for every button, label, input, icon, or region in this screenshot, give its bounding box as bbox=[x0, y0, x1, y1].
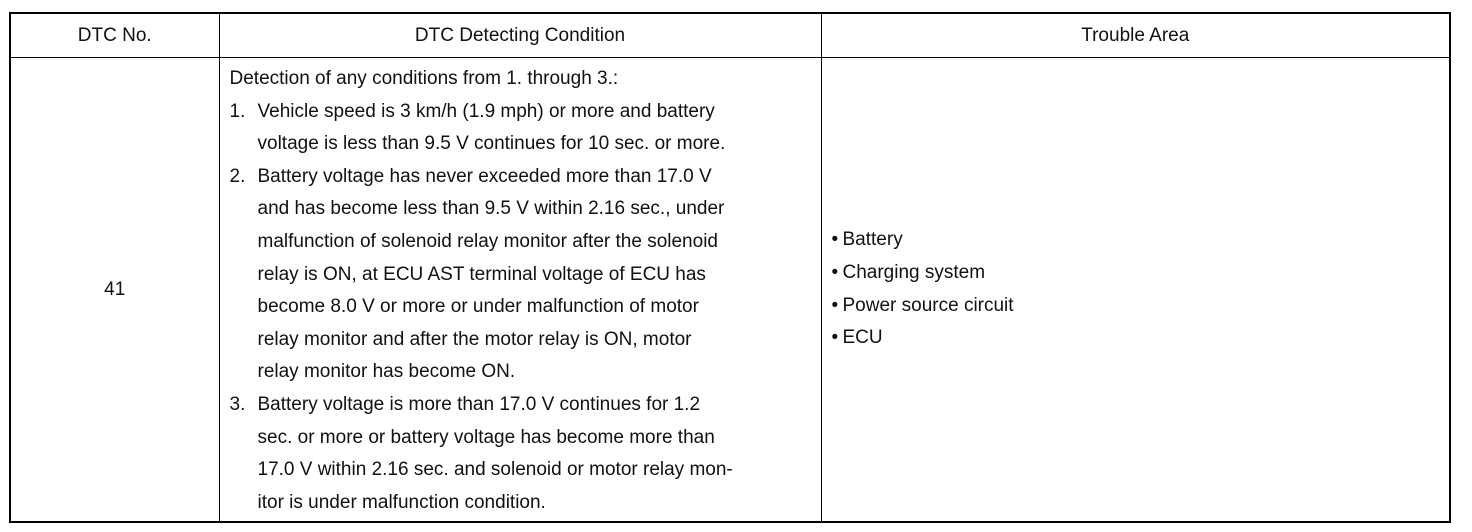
trouble-area-label: Charging system bbox=[842, 262, 986, 284]
detecting-condition-cell bbox=[219, 58, 821, 523]
bullet-icon: • bbox=[831, 229, 839, 251]
condition-text-line: relay monitor has become ON. bbox=[257, 361, 516, 383]
condition-text-line: 17.0 V within 2.16 sec. and solenoid or motor relay mon- bbox=[257, 459, 733, 481]
trouble-area-list bbox=[832, 224, 1440, 354]
condition-text-line: Battery voltage is more than 17.0 V continues for 1.2 bbox=[257, 393, 701, 415]
header-trouble-area: Trouble Area bbox=[821, 13, 1450, 58]
trouble-area-label: ECU bbox=[842, 327, 883, 349]
table-header-row bbox=[10, 13, 1450, 58]
header-detecting-condition: DTC Detecting Condition bbox=[219, 13, 821, 58]
trouble-area-item bbox=[832, 257, 1440, 290]
condition-item bbox=[230, 96, 811, 161]
trouble-area-item bbox=[832, 224, 1440, 257]
dtc-number-cell: 41 bbox=[10, 58, 219, 523]
condition-text-line: Battery voltage has never exceeded more than 17.0 V bbox=[257, 165, 712, 187]
condition-text-line: itor is under malfunction condition. bbox=[257, 491, 546, 513]
condition-text-line: and has become less than 9.5 V within 2.16 sec., under bbox=[257, 198, 725, 220]
bullet-icon: • bbox=[831, 327, 839, 349]
trouble-area-label: Battery bbox=[842, 229, 903, 251]
condition-text bbox=[258, 96, 811, 161]
condition-number: 2. bbox=[229, 165, 246, 187]
condition-text-line: sec. or more or battery voltage has become more than bbox=[257, 426, 715, 448]
condition-number: 3. bbox=[229, 393, 246, 415]
bullet-icon: • bbox=[831, 262, 839, 284]
condition-item bbox=[230, 161, 811, 389]
condition-text-line: voltage is less than 9.5 V continues for 10 sec. or more. bbox=[257, 133, 726, 155]
trouble-area-label: Power source circuit bbox=[842, 294, 1014, 316]
condition-lead-text: Detection of any conditions from 1. through 3.: bbox=[229, 68, 619, 89]
condition-list bbox=[230, 96, 811, 520]
condition-text-line: become 8.0 V or more or under malfunction of motor bbox=[257, 296, 699, 318]
condition-number: 1. bbox=[229, 100, 246, 122]
condition-text-line: relay monitor and after the motor relay is ON, motor bbox=[257, 328, 692, 350]
trouble-area-cell bbox=[821, 58, 1450, 523]
trouble-area-item bbox=[832, 322, 1440, 355]
condition-text bbox=[258, 389, 811, 519]
bullet-icon: • bbox=[831, 294, 839, 316]
table-row bbox=[10, 58, 1450, 523]
condition-text-line: relay is ON, at ECU AST terminal voltage of ECU has bbox=[257, 263, 706, 285]
trouble-area-item bbox=[832, 290, 1440, 323]
condition-text-line: malfunction of solenoid relay monitor after the solenoid bbox=[257, 230, 718, 252]
condition-text bbox=[258, 161, 811, 389]
header-dtc-no: DTC No. bbox=[10, 13, 219, 58]
condition-item bbox=[230, 389, 811, 519]
dtc-table bbox=[9, 12, 1451, 523]
condition-text-line: Vehicle speed is 3 km/h (1.9 mph) or more and battery bbox=[257, 100, 715, 122]
